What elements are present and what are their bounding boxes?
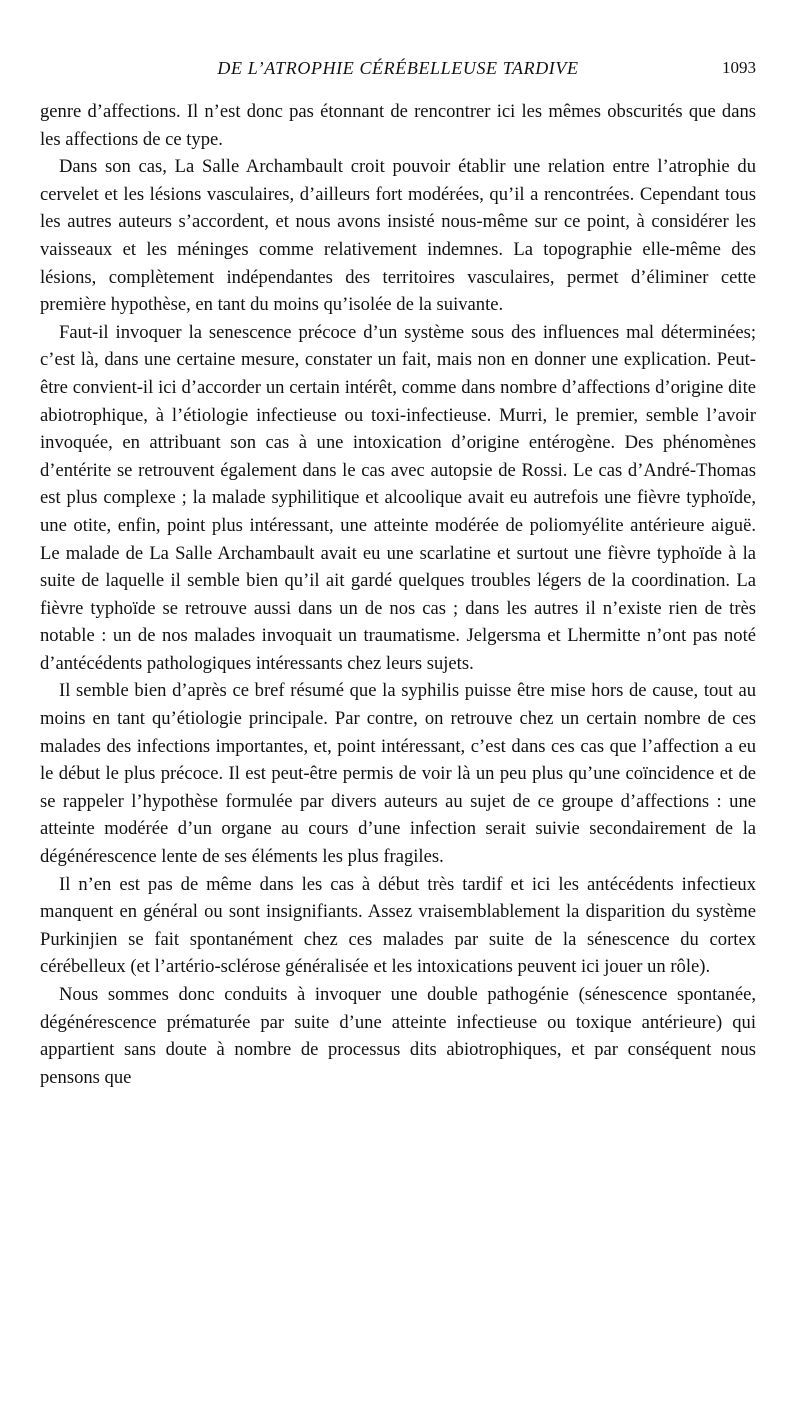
page-number: 1093 — [722, 58, 756, 77]
paragraph-double-pathogeny: Nous sommes donc conduits à invoquer une double pathogénie (sénescence spontanée, dégénérescence prématurée par suite d’une atteinte infectieuse ou toxique antérieure) qui appartient sans doute à nombre de processus dits abiotrophiques, et par conséquent nous pensons que — [40, 984, 756, 1088]
running-title: DE L’ATROPHIE CÉRÉBELLEUSE TARDIVE — [217, 58, 579, 78]
running-head — [40, 54, 756, 82]
paragraph-senescence-etiology: Faut-il invoquer la senescence précoce d’un système sous des influences mal déterminées; c’est là, dans une certaine mesure, constater un fait, mais non en donner une explication. Peut-être convient-il ici d’accorder un certain intérêt, comme dans nombre d’affections d’origine dite abiotrophique, à l’étiologie infectieuse ou toxi-infectieuse. Murri, le premier, semble l’avoir invoquée, en attribuant son cas à une intoxication d’origine entérogène. Des phénomènes d’entérite se retrouvent également dans le cas avec autopsie de Rossi. Le cas d’André-Thomas est plus complexe ; la malade syphilitique et alcoolique avait eu autrefois une fièvre typhoïde, une otite, enfin, point plus intéressant, une atteinte modérée de poliomyélite antérieure aiguë. Le malade de La Salle Archambault avait eu une scarlatine et surtout une fièvre typhoïde à la suite de laquelle il semble bien qu’il ait gardé quelques troubles légers de la coordination. La fièvre typhoïde se retrouve aussi dans un de nos cas ; dans les autres il n’existe rien de très notable : un de nos malades invoquait un traumatisme. Jelgersma et Lhermitte n’ont pas noté d’antécédents pathologiques intéressants chez leurs sujets. — [40, 321, 756, 674]
paragraph-syphilis: Il semble bien d’après ce bref résumé que la syphilis puisse être mise hors de cause, tout au moins en tant qu’étiologie principale. Par contre, on retrouve chez un certain nombre de ces malades des infections importantes, et, point intéressant, c’est dans ces cas que l’affection a eu le début le plus précoce. Il est peut-être permis de voir là un peu plus qu’une coïncidence et de se rappeler l’hypothèse formulée par divers auteurs au sujet de ce groupe d’affections : une atteinte modérée d’un organe au cours d’une infection serait suivie secondairement de la dégénérescence lente de ses éléments les plus fragiles. — [40, 680, 756, 868]
paragraph-la-salle-archambault: Dans son cas, La Salle Archambault croit pouvoir établir une relation entre l’atrophie du cervelet et les lésions vasculaires, d’ailleurs fort modérées, qu’il a rencontrées. Cependant tous les autres auteurs s’accordent, et nous avons insisté nous-même sur ce point, à considérer les vaisseaux et les méninges comme relativement indemnes. La topographie elle-même des lésions, complètement indépendantes des territoires vasculaires, permet d’éliminer cette première hypothèse, en tant du moins qu’isolée de la suivante. — [40, 156, 756, 316]
paragraph-continuation: genre d’affections. Il n’est donc pas étonnant de rencontrer ici les mêmes obscurités que dans les affections de ce type. — [40, 101, 756, 150]
paragraph-late-onset: Il n’en est pas de même dans les cas à début très tardif et ici les antécédents infectieux manquent en général ou sont insignifiants. Assez vraisemblablement la disparition du système Purkinjien se fait spontanément chez ces malades par suite de la sénescence du cortex cérébelleux (et l’artério-sclérose généralisée et les intoxications peuvent ici jouer un rôle). — [40, 873, 756, 978]
body-text — [40, 98, 756, 1091]
